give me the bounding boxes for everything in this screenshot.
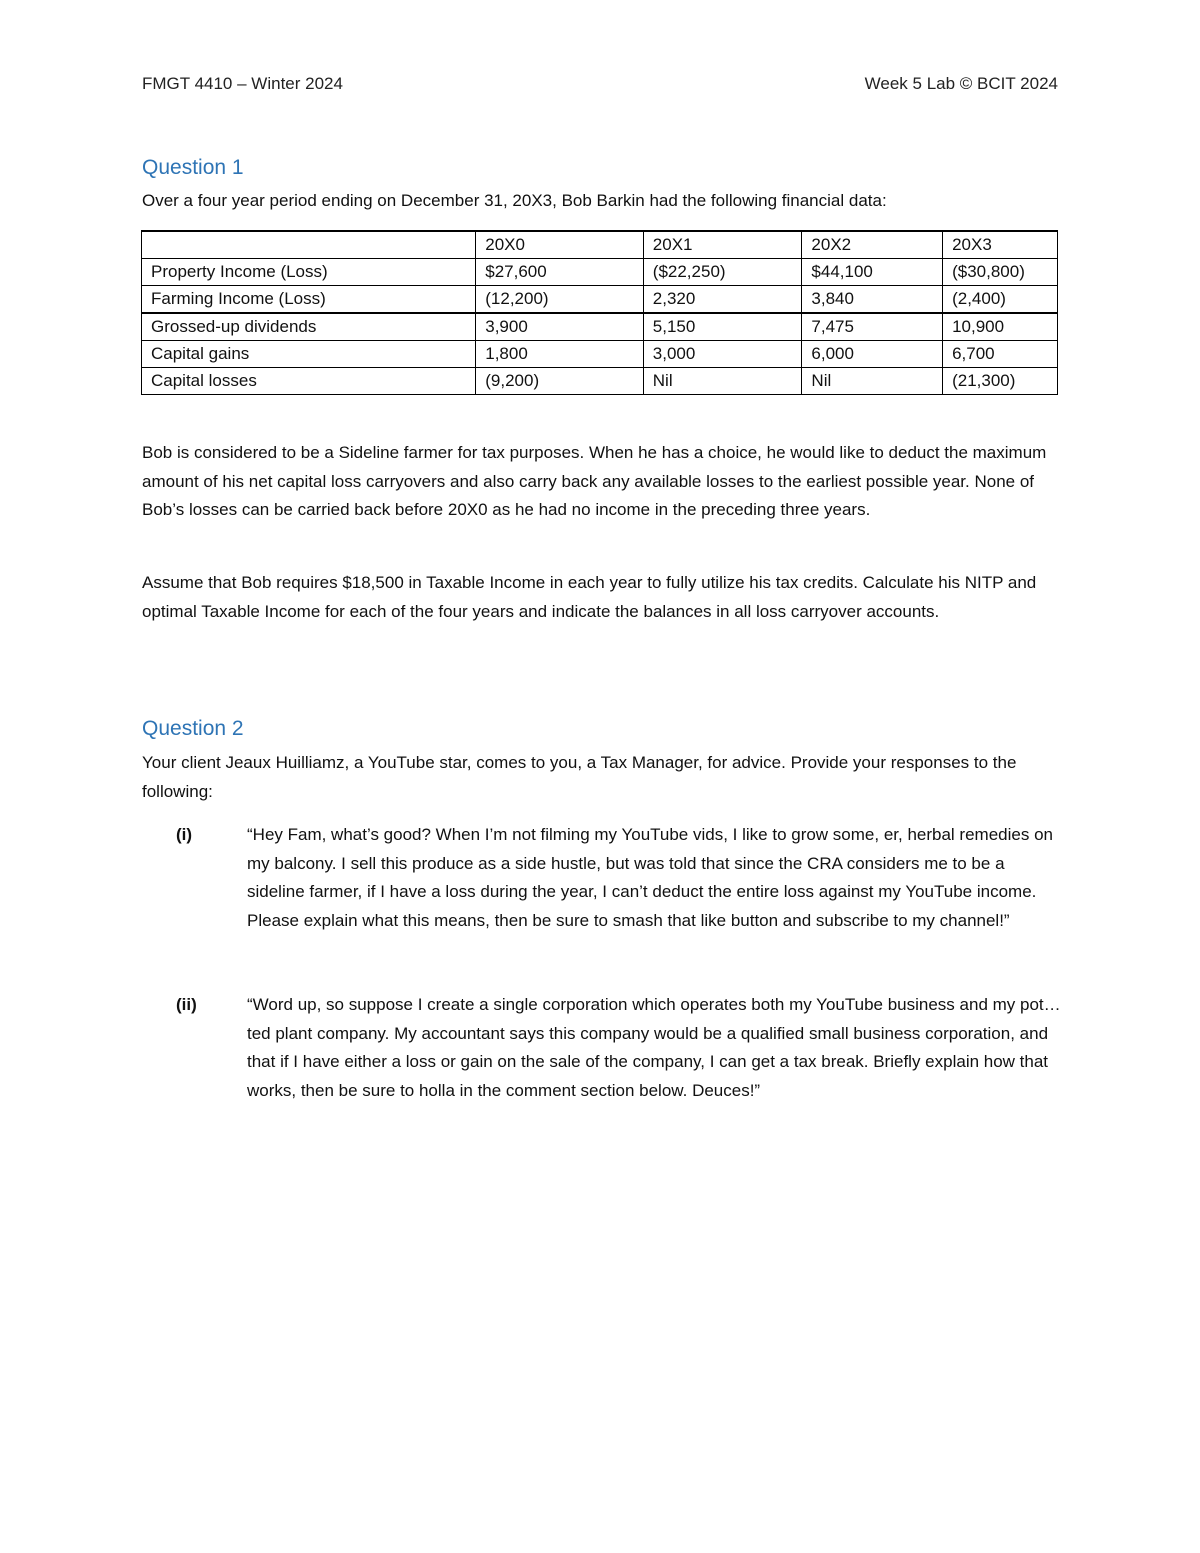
table-cell: 5,150 bbox=[643, 313, 802, 341]
table-cell: Nil bbox=[643, 368, 802, 395]
item-text: “Hey Fam, what’s good? When I’m not filming my YouTube vids, I like to grow some, er, herbal remedies on my balcony. I sell this produce as a side hustle, but was told that since the CRA considers me to be a sideline farmer, if I have a loss during the year, I can’t deduct the entire loss against my YouTube income. Please explain what this means, then be sure to smash that like button and subscribe to my channel!” bbox=[247, 825, 1053, 930]
table-cell: ($30,800) bbox=[943, 259, 1058, 286]
row-label: Capital losses bbox=[142, 368, 476, 395]
table-cell: 3,840 bbox=[802, 286, 943, 314]
item-marker: (i) bbox=[176, 825, 193, 844]
course-label: FMGT 4410 – Winter 2024 bbox=[142, 74, 343, 93]
question-1-paragraph-1: Bob is considered to be a Sideline farmer for tax purposes. When he has a choice, he would like to deduct the maximum amount of his net capital loss carryovers and also carry back any available losses to the earliest possible year. None of Bob’s losses can be carried back before 20X0 as he had no income in the preceding three years. bbox=[142, 443, 1047, 519]
table-cell: (12,200) bbox=[476, 286, 644, 314]
table-header-cell: 20X2 bbox=[802, 231, 943, 259]
row-label: Farming Income (Loss) bbox=[142, 286, 476, 314]
table-cell: 3,000 bbox=[643, 341, 802, 368]
table-cell: (2,400) bbox=[943, 286, 1058, 314]
question-2-heading: Question 2 bbox=[142, 717, 244, 740]
table-cell: $44,100 bbox=[802, 259, 943, 286]
item-marker: (ii) bbox=[176, 995, 197, 1014]
question-2-intro: Your client Jeaux Huilliamz, a YouTube star, comes to you, a Tax Manager, for advice. Provide your responses to the following: bbox=[142, 753, 1017, 801]
row-label: Capital gains bbox=[142, 341, 476, 368]
table-header-cell bbox=[142, 231, 476, 259]
table-cell: 10,900 bbox=[943, 313, 1058, 341]
table-cell: Nil bbox=[802, 368, 943, 395]
row-label: Property Income (Loss) bbox=[142, 259, 476, 286]
table-cell: (21,300) bbox=[943, 368, 1058, 395]
table-row bbox=[142, 259, 1058, 286]
table-header-row bbox=[142, 231, 1058, 259]
table-row bbox=[142, 341, 1058, 368]
question-1-heading: Question 1 bbox=[142, 156, 244, 179]
question-1-paragraph-2: Assume that Bob requires $18,500 in Taxable Income in each year to fully utilize his tax credits. Calculate his NITP and optimal Taxable Income for each of the four years and indicate the balances in all loss carryover accounts. bbox=[142, 573, 1037, 621]
table-row bbox=[142, 313, 1058, 341]
table-cell: ($22,250) bbox=[643, 259, 802, 286]
question-2-item-ii bbox=[142, 991, 1062, 1105]
question-1-intro: Over a four year period ending on December 31, 20X3, Bob Barkin had the following financial data: bbox=[142, 191, 887, 210]
table-cell: $27,600 bbox=[476, 259, 644, 286]
financial-data-table bbox=[141, 230, 1058, 395]
page-header bbox=[142, 74, 1058, 98]
table-cell: 3,900 bbox=[476, 313, 644, 341]
table-header-cell: 20X1 bbox=[643, 231, 802, 259]
table-row bbox=[142, 368, 1058, 395]
table-header-cell: 20X0 bbox=[476, 231, 644, 259]
table-cell: 6,700 bbox=[943, 341, 1058, 368]
table-row bbox=[142, 286, 1058, 314]
table-header-cell: 20X3 bbox=[943, 231, 1058, 259]
lab-copyright-label: Week 5 Lab © BCIT 2024 bbox=[864, 74, 1058, 93]
question-2-item-i bbox=[142, 821, 1062, 935]
table-cell: 2,320 bbox=[643, 286, 802, 314]
item-text: “Word up, so suppose I create a single corporation which operates both my YouTube business and my pot…ted plant company. My accountant says this company would be a qualified small business corporation, and that if I have either a loss or gain on the sale of the company, I can get a tax break. Briefly explain how that works, then be sure to holla in the comment section below. Deuces!” bbox=[247, 995, 1061, 1100]
table-cell: (9,200) bbox=[476, 368, 644, 395]
table-cell: 7,475 bbox=[802, 313, 943, 341]
row-label: Grossed-up dividends bbox=[142, 313, 476, 341]
table-cell: 6,000 bbox=[802, 341, 943, 368]
table-cell: 1,800 bbox=[476, 341, 644, 368]
